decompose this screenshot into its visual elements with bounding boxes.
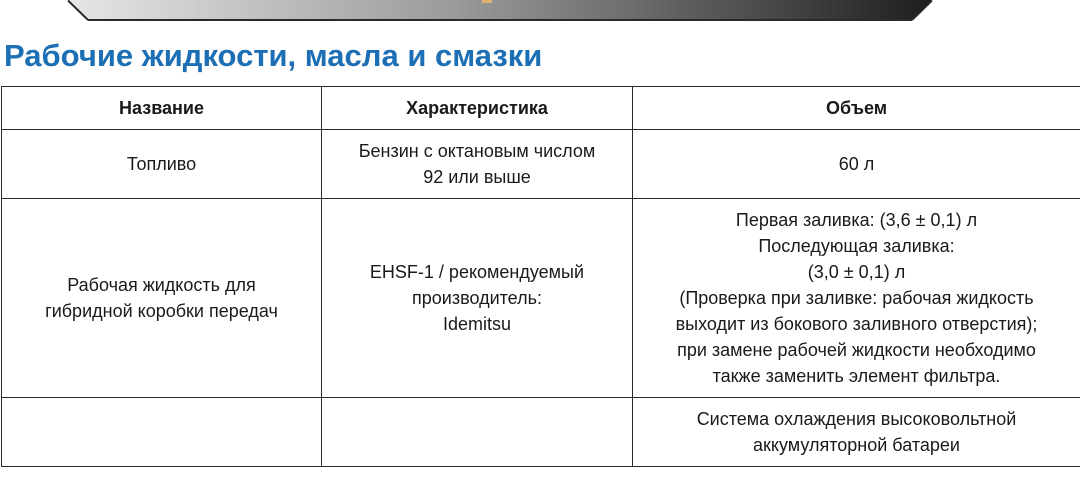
cell-line: также заменить элемент фильтра. [712, 366, 1001, 386]
cell-line: 92 или выше [423, 167, 531, 187]
cell-line: 60 л [838, 154, 875, 174]
column-header-spec: Характеристика [322, 87, 633, 130]
cell-line: гибридной коробки передач [45, 301, 278, 321]
cell-line: выходит из бокового заливного отверстия); [675, 314, 1038, 334]
cell-spec [322, 199, 633, 398]
page-title: Рабочие жидкости, масла и смазки [4, 38, 543, 73]
cell-volume [633, 130, 1080, 199]
cell-volume [633, 398, 1080, 467]
cell-line: Последующая заливка: [758, 236, 955, 256]
fluids-table [1, 86, 1080, 467]
cell-line: производитель: [412, 288, 542, 308]
table-row [2, 199, 1080, 398]
cell-line: аккумуляторной батареи [753, 435, 960, 455]
cell-line: Система охлаждения высоковольтной [696, 409, 1017, 429]
cell-line: Первая заливка: (3,6 ± 0,1) л [735, 210, 978, 230]
cell-name [2, 398, 322, 467]
cell-spec [322, 130, 633, 199]
column-header-volume: Объем [633, 87, 1080, 130]
table-row [2, 398, 1080, 467]
cell-line: (Проверка при заливке: рабочая жидкость [679, 288, 1034, 308]
cell-line: Бензин с октановым числом [358, 141, 596, 161]
cell-line: Топливо [126, 154, 197, 174]
cell-line: Idemitsu [442, 314, 512, 334]
cell-line: EHSF-1 / рекомендуемый [369, 262, 585, 282]
cell-line: при замене рабочей жидкости необходимо [677, 340, 1036, 360]
table-header-row [2, 87, 1080, 130]
cell-volume [633, 199, 1080, 398]
cell-line: (3,0 ± 0,1) л [807, 262, 906, 282]
cell-name [2, 130, 322, 199]
cell-spec [322, 398, 633, 467]
cell-name [2, 199, 322, 398]
column-header-name: Название [2, 87, 322, 130]
table-row [2, 130, 1080, 199]
header-banner [0, 0, 1080, 24]
cell-line: Рабочая жидкость для [67, 275, 256, 295]
